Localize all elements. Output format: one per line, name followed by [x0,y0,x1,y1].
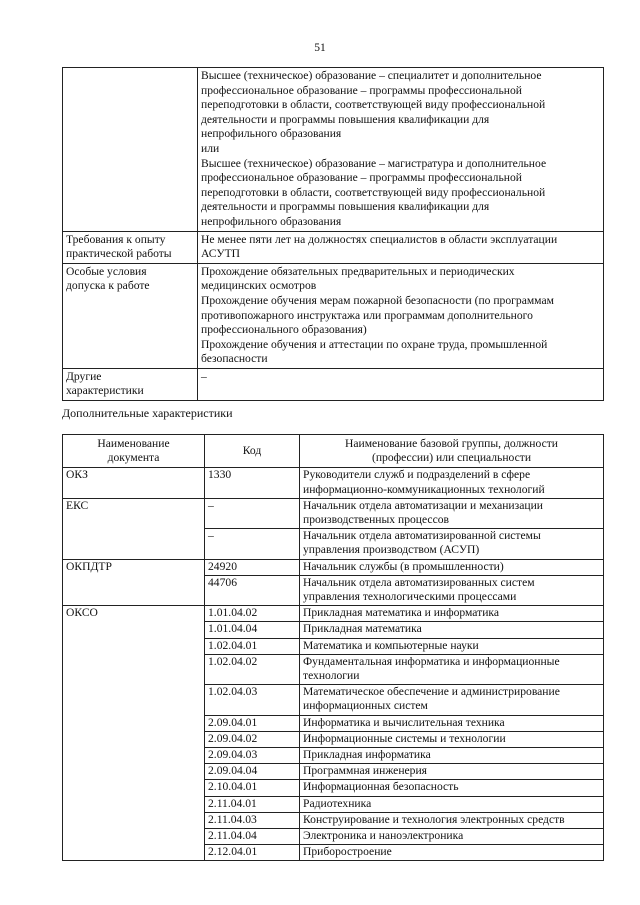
text-line: медицинских осмотров [201,279,317,293]
text-line: противопожарного инструктажа или программам дополнительного [201,308,533,322]
row-label [63,231,198,263]
row-content [198,68,604,232]
section-subtitle: Дополнительные характеристики [62,406,233,420]
name-cell [300,845,604,861]
table-row [63,498,604,528]
additional-characteristics-table [62,434,604,861]
name-cell [300,529,604,559]
name-cell [300,638,604,654]
code-cell: 2.09.04.01 [205,715,300,731]
text-line: Прохождение обучения и аттестации по охране труда, промышленной [201,337,548,351]
row-content [198,368,604,400]
text-line: информационных систем [303,699,428,713]
text-line: Прохождение обязательных предварительных и периодических [201,264,515,278]
text-line: деятельности и программы повышения квалификации для [201,112,490,126]
document-name: ЕКС [63,498,205,559]
table-row [63,559,604,575]
name-cell [300,468,604,498]
row-label [63,263,198,368]
text-line: безопасности [201,352,268,366]
text-line: переподготовки в области, соответствующей виду профессиональной [201,98,546,112]
code-cell: 1.02.04.03 [205,685,300,715]
text-line: Начальник отдела автоматизированных систем [303,575,535,589]
text-line: Информационная безопасность [303,780,459,794]
table-row [63,231,604,263]
header-document: Наименование документа [63,435,205,468]
name-cell [300,731,604,747]
text-line: Информатика и вычислительная техника [303,715,505,729]
text-line: Руководители служб и подразделений в сфере [303,468,531,482]
row-content [198,263,604,368]
text-line: профессиональное образование – программы профессиональной [201,83,522,97]
code-cell: 1.02.04.01 [205,638,300,654]
table-row [63,263,604,368]
text-line: непрофильного образования [201,214,342,228]
text-line: производственных процессов [303,513,449,527]
name-cell [300,748,604,764]
name-cell [300,498,604,528]
table-row [63,68,604,232]
name-cell [300,796,604,812]
text-line: Конструирование и технология электронных средств [303,812,565,826]
text-line: управления технологическими процессами [303,590,517,604]
text-line: Информационные системы и технологии [303,731,506,745]
text-line: Прикладная математика и информатика [303,606,500,620]
text-line: Прикладная математика [303,622,422,636]
text-line: допуска к работе [66,279,150,293]
text-line: информационно-коммуникационных технологий [303,482,545,496]
code-cell: 1.02.04.02 [205,654,300,684]
text-line: Программная инженерия [303,764,428,778]
text-line: Начальник службы (в промышленности) [303,559,504,573]
text-line: Другие [66,369,102,383]
name-cell [300,829,604,845]
name-cell [300,606,604,622]
text-line: Не менее пяти лет на должностях специалистов в области эксплуатации [201,232,558,246]
document-name: ОКСО [63,606,205,861]
code-cell: 2.09.04.04 [205,764,300,780]
row-label [63,68,198,232]
header-name: Наименование базовой группы, должности (профессии) или специальности [300,435,604,468]
text-line: непрофильного образования [201,127,342,141]
table-row [63,606,604,622]
header-row [63,435,604,468]
text-line: Математическое обеспечение и администрирование [303,685,560,699]
text-line: Фундаментальная информатика и информационные [303,654,560,668]
code-cell: 2.11.04.03 [205,812,300,828]
name-cell [300,575,604,605]
text-line: Математика и компьютерные науки [303,638,479,652]
code-cell: 1.01.04.02 [205,606,300,622]
text-line: Высшее (техническое) образование – специалитет и дополнительное [201,69,542,82]
table-row [63,368,604,400]
document-name: ОКПДТР [63,559,205,606]
name-cell [300,559,604,575]
code-cell: 2.09.04.03 [205,748,300,764]
text-line: Прикладная информатика [303,748,431,762]
text-line: управления производством (АСУП) [303,543,480,557]
name-cell [300,715,604,731]
code-cell: 2.10.04.01 [205,780,300,796]
text-line: профессиональное образование – программы профессиональной [201,171,522,185]
code-cell: 2.11.04.01 [205,796,300,812]
text-line: практической работы [66,247,172,261]
text-line: Высшее (техническое) образование – магистратура и дополнительное [201,156,547,170]
text-line: Особые условия [66,264,147,278]
text-line: или [201,141,220,155]
qualification-requirements-table [62,67,604,401]
code-cell: 1330 [205,468,300,498]
name-cell [300,780,604,796]
text-line: профессионального образования) [201,323,367,337]
code-cell: – [205,498,300,528]
row-label [63,368,198,400]
code-cell: 44706 [205,575,300,605]
header-code: Код [205,435,300,468]
text-line: Прохождение обучения мерам пожарной безопасности (по программам [201,293,554,307]
text-line: характеристики [66,384,144,398]
text-line: переподготовки в области, соответствующей виду профессиональной [201,185,546,199]
text-line: технологии [303,669,360,683]
text-line: – [201,369,207,383]
document-name: ОКЗ [63,468,205,498]
text-line: Начальник отдела автоматизированной системы [303,529,541,543]
code-cell: 1.01.04.04 [205,622,300,638]
text-line: Начальник отдела автоматизации и механизации [303,498,543,512]
text-line: деятельности и программы повышения квалификации для [201,200,490,214]
row-content [198,231,604,263]
name-cell [300,685,604,715]
text-line: Приборостроение [303,845,392,859]
page-number: 51 [314,42,326,54]
name-cell [300,622,604,638]
table-row [63,468,604,498]
name-cell [300,654,604,684]
code-cell: 2.09.04.02 [205,731,300,747]
text-line: Электроника и наноэлектроника [303,829,464,843]
code-cell: 24920 [205,559,300,575]
name-cell [300,764,604,780]
name-cell [300,812,604,828]
code-cell: – [205,529,300,559]
text-line: Радиотехника [303,796,372,810]
code-cell: 2.11.04.04 [205,829,300,845]
code-cell: 2.12.04.01 [205,845,300,861]
text-line: Требования к опыту [66,232,166,246]
text-line: АСУТП [201,247,241,261]
